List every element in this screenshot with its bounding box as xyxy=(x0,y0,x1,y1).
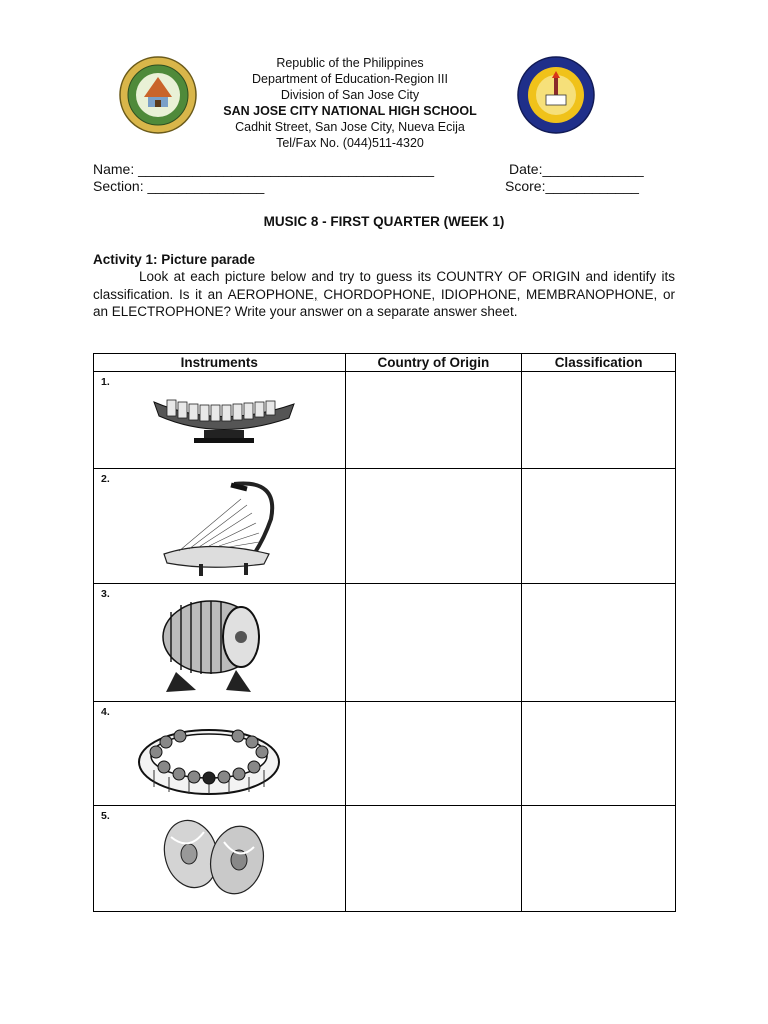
instructions-part-a: Look at each picture below and try to guess its COUNTRY OF ORIGIN and identify its classification. Is it an AEROPHONE xyxy=(93,269,675,302)
country-cell[interactable] xyxy=(345,469,522,584)
name-field[interactable]: Name: ______________________________________ xyxy=(93,161,434,177)
table-row xyxy=(94,469,676,584)
cymbals-icon xyxy=(159,812,269,907)
row-number: 3. xyxy=(101,588,110,600)
republic-line: Republic of the Philippines xyxy=(276,56,424,70)
drum-icon xyxy=(156,592,271,697)
instrument-cell xyxy=(94,806,346,912)
xylophone-icon xyxy=(149,390,299,450)
country-cell[interactable] xyxy=(345,372,522,469)
instrument-cell xyxy=(94,469,346,584)
school-address: Cadhit Street, San Jose City, Nueva Ecija xyxy=(235,120,465,134)
instructions-comma: , xyxy=(313,286,318,302)
activity-title: Activity 1: Picture parade xyxy=(93,252,256,267)
gong-circle-icon xyxy=(134,712,284,800)
header-classification: Classification xyxy=(522,354,676,372)
harp-icon xyxy=(159,479,284,579)
table-row xyxy=(94,806,676,912)
instructions-part-b: CHORDOPHONE, IDIOPHONE, MEMBRANOPHONE, or an ELECTROPHONE? Write your answer on a separate answer sheet. xyxy=(93,286,675,319)
row-number: 4. xyxy=(101,706,110,718)
activity-instructions xyxy=(93,268,675,321)
header-country: Country of Origin xyxy=(345,354,522,372)
table-row xyxy=(94,702,676,806)
country-cell[interactable] xyxy=(345,806,522,912)
school-phone: Tel/Fax No. (044)511-4320 xyxy=(276,136,424,150)
table-row xyxy=(94,372,676,469)
table-header-row xyxy=(94,354,676,372)
date-field[interactable]: Date:_____________ xyxy=(509,161,644,177)
division-line: Division of San Jose City xyxy=(280,88,420,102)
country-cell[interactable] xyxy=(345,702,522,806)
table-row xyxy=(94,584,676,702)
row-number: 1. xyxy=(101,376,110,388)
instrument-cell xyxy=(94,702,346,806)
row-number: 5. xyxy=(101,810,110,822)
classification-cell[interactable] xyxy=(522,469,676,584)
header-instruments: Instruments xyxy=(94,354,346,372)
instrument-cell xyxy=(94,372,346,469)
header-block xyxy=(150,55,550,151)
section-field[interactable]: Section: _______________ xyxy=(93,178,265,194)
country-cell[interactable] xyxy=(345,584,522,702)
classification-cell[interactable] xyxy=(522,702,676,806)
school-name: SAN JOSE CITY NATIONAL HIGH SCHOOL xyxy=(223,104,477,118)
instrument-cell xyxy=(94,584,346,702)
department-line: Department of Education-Region III xyxy=(252,72,448,86)
instruments-table xyxy=(93,353,676,912)
score-field[interactable]: Score:____________ xyxy=(505,178,639,194)
classification-cell[interactable] xyxy=(522,806,676,912)
row-number: 2. xyxy=(101,473,110,485)
worksheet-title: MUSIC 8 - FIRST QUARTER (WEEK 1) xyxy=(263,214,505,229)
classification-cell[interactable] xyxy=(522,584,676,702)
classification-cell[interactable] xyxy=(522,372,676,469)
